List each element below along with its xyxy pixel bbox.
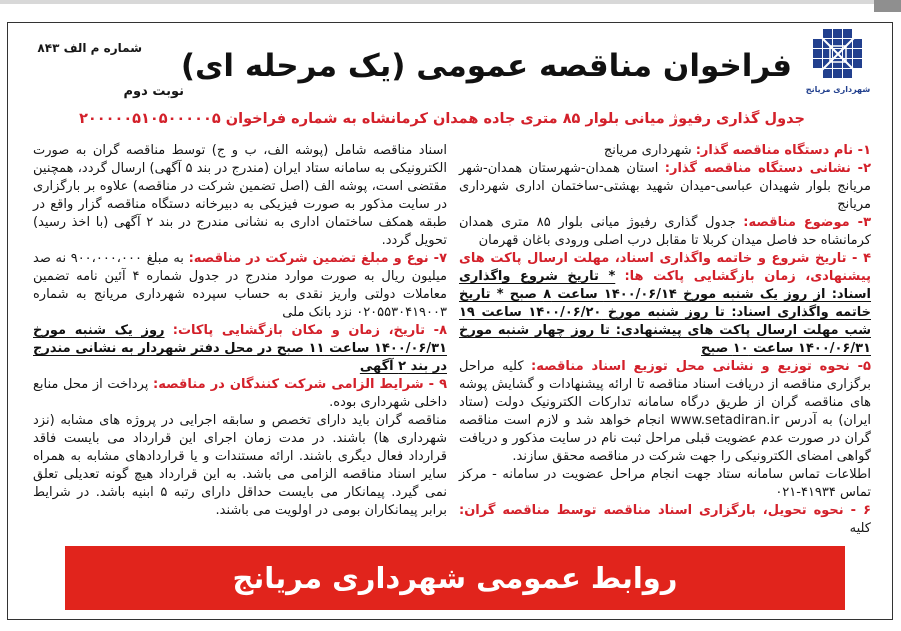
item-2-text: استان همدان-شهرستان همدان-شهر مریانج بلوار شهیدان عباسی-میدان شهید بهشتی-ساختمان اداری شهرداری مریانج	[459, 161, 871, 212]
logo-tile	[823, 69, 832, 78]
scan-edge	[0, 0, 901, 4]
logo-tile	[833, 59, 842, 68]
notice-item-6-continued	[33, 142, 447, 250]
notice-item-3	[459, 214, 871, 250]
item-4-dates: * تاریخ شروع واگذاری اسناد: از روز یک شنبه مورخ ۱۴۰۰/۰۶/۱۴ ساعت ۸ صبح * تاریخ خاتمه واگذاری اسناد: تا روز شنبه مورخ ۱۴۰۰/۰۶/۲۰ ساعت ۱۹ شب مهلت ارسال پاکت های پیشنهادی: تا روز چهار شنبه مورخ ۱۴۰۰/۰۶/۳۱ ساعت ۱۰ صبح	[459, 269, 872, 356]
logo-tile	[853, 39, 862, 48]
logo-tile	[843, 49, 852, 58]
item-6-text-start: کلیه	[849, 521, 871, 536]
logo-tile	[843, 29, 852, 38]
logo-tile	[853, 59, 862, 68]
left-column	[33, 142, 447, 520]
item-6-label: ۶ - نحوه تحویل، بارگزاری اسناد مناقصه توسط مناقصه گران:	[459, 503, 871, 518]
notice-item-8	[33, 322, 447, 376]
contractor-requirements	[33, 412, 447, 520]
logo-tile	[823, 29, 832, 38]
notice-item-4	[459, 250, 871, 358]
item-5-text: کلیه مراحل برگزاری مناقصه از دریافت اسناد مناقصه تا ارائه پیشنهادات و گشایش پوشه های مناقصه گران از طریق درگاه سامانه تدارکات الکترونیک دولت (ستاد ایران) به آدرس www.setadiran.ir انجام خواهد شد و لازم است مناقصه گران در صورت عدم عضویت قبلی مراحل ثبت نام در سایت مذکور و دریافت گواهی امضای الکترونیکی را جهت شرکت در مناقصه محقق سازند.	[459, 359, 871, 464]
item-2-label: ۲- نشانی دستگاه مناقصه گذار:	[664, 161, 871, 176]
logo-tile	[833, 29, 842, 38]
logo-tile	[833, 69, 842, 78]
logo-tile	[813, 59, 822, 68]
notice-item-7	[33, 250, 447, 322]
publication-round: نوبت دوم	[123, 84, 184, 99]
notice-item-6	[459, 502, 871, 538]
item-3-text: جدول گذاری رفیوژ میانی بلوار ۸۵ متری همدان کرمانشاه حد فاصل میدان کربلا تا مقابل درب اصلی ورودی باغان قهرمان	[459, 215, 871, 248]
item-8-opening-time: روز یک شنبه مورخ ۱۴۰۰/۰۶/۳۱ ساعت ۱۱ صبح در محل دفتر شهردار به نشانی مندرج در بند ۲ آگهی	[33, 323, 447, 374]
item-1-text: شهرداری مریانج	[603, 143, 692, 158]
footer-text: روابط عمومی شهرداری مریانج	[232, 561, 678, 595]
notice-item-1	[459, 142, 871, 160]
item-1-label: ۱- نام دستگاه مناقصه گذار:	[695, 143, 871, 158]
item-6-text-continued: اسناد مناقصه شامل (پوشه الف، ب و ج) توسط مناقصه گران به صورت الکترونیکی به سامانه ستاد ایران (مندرج در بند ۵ آگهی) ارسال گردد، همچنین مقتضی است، پوشه الف (اصل تضمین شرکت در مناقصه) علاوه بر بارگزاری در سایت مذکور به صورت فیزیکی به دبیرخانه دستگاه مناقصه گزار واقع در طبقه همکف ساختمان اداری به نشانی مندرج در بند ۲ آگهی (با اخذ رسید) تحویل گردد.	[33, 143, 448, 248]
item-9-label: ۹ - شرایط الزامی شرکت کنندگان در مناقصه:	[153, 377, 447, 392]
municipality-logo	[806, 27, 870, 99]
item-3-label: ۳- موضوع مناقصه:	[743, 215, 871, 230]
item-7-text: به مبلغ ۹۰۰،۰۰۰،۰۰۰ نه صد میلیون ریال به صورت موارد مندرج در جدول شماره ۴ آئین نامه تضمین معاملات دولتی واریز نقدی به حساب سپرده شهرداری مریانج به شماره ۰۲۰۵۵۳۰۴۱۹۰۰۳ نزد بانک ملی	[33, 251, 447, 320]
contact-text: اطلاعات تماس سامانه ستاد جهت انجام مراحل عضویت در سامانه - مرکز تماس	[459, 467, 871, 500]
item-7-label: ۷- نوع و مبلغ تضمین شرکت در مناقصه:	[188, 251, 448, 266]
contact-phone: ۰۲۱-۴۱۹۳۴	[775, 485, 836, 500]
scan-edge-block	[874, 0, 901, 12]
ad-number: شماره م الف ۸۴۳	[37, 41, 142, 55]
logo-tile	[813, 39, 822, 48]
right-column	[459, 142, 871, 538]
logo-lettering: شهرداری مریانج	[806, 85, 870, 94]
logo-tile	[853, 49, 862, 58]
item-4-label: ۴ - تاریخ شروع و خاتمه واگذاری اسناد، مهلت ارسال پاکت های پیشنهادی، زمان بازگشایی پاکت ها:	[459, 251, 872, 284]
notice-item-9	[33, 376, 447, 412]
tender-subtitle: جدول گذاری رفیوژ میانی بلوار ۸۵ متری جاده همدان کرمانشاه به شماره فراخوان ۲۰۰۰۰۰۵۱۰۵۰۰۰۰۰۵	[79, 111, 805, 127]
logo-tile	[843, 69, 852, 78]
notice-item-2	[459, 160, 871, 214]
page-title: فراخوان مناقصه عمومی (یک مرحله ای)	[180, 48, 792, 84]
contact-info	[459, 466, 871, 502]
item-5-label: ۵- نحوه توزیع و نشانی محل توزیع اسناد مناقصه:	[531, 359, 871, 374]
logo-tile	[813, 49, 822, 58]
footer-banner	[65, 546, 845, 610]
requirements-text: مناقصه گران باید دارای تخصص و سابقه اجرایی در پروژه های مشابه (نزد شهرداری ها) باشند. در مدت زمان اجرای این قرارداد می بایست فاقد قرارداد فعال دیگری باشند. ارائه مستندات و یا قراردادهای مشابه به همراه سایر اسناد مناقصه الزامی می باشد. به این قرارداد هیچ گونه تعدیلی تعلق نمی گیرد. پیمانکار می بایست حداقل دارای رتبه ۵ ابنیه باشد. در شرایط برابر پیمانکاران بومی در اولویت می باشند.	[33, 413, 447, 518]
item-9-text: پرداخت از محل منابع داخلی شهرداری بوده.	[33, 377, 447, 410]
item-8-label: ۸- تاریخ، زمان و مکان بازگشایی پاکات:	[172, 323, 447, 338]
notice-item-5	[459, 358, 871, 466]
